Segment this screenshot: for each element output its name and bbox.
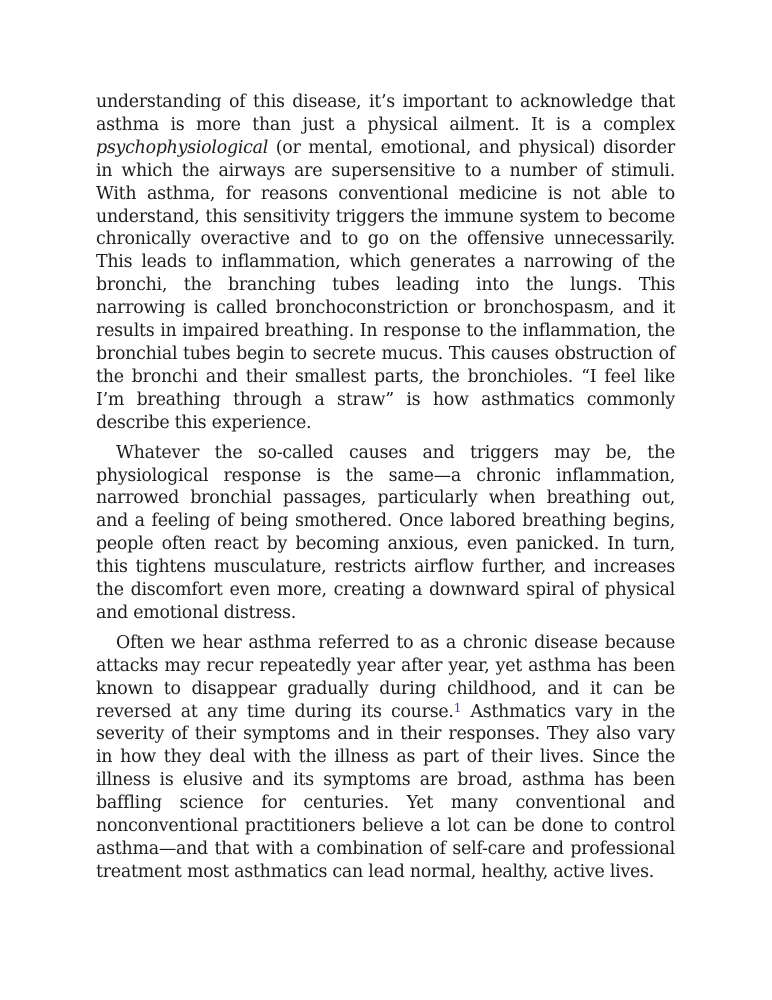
paragraph-1-italic-term: psychophysiological — [96, 137, 269, 158]
footnote-reference-1[interactable]: 1 — [453, 700, 462, 715]
paragraph-1-text-b: (or mental, emotional, and physical) disorder in which the airways are supersensitive to a number of stimuli. With asthma, for reasons conventional medicine is not able to understand, this sensitivity triggers the immune system to become chronically overactive and to go on the offensive unnecessarily. This leads to inflammation, which generates a narrowing of the bronchi, the branching tubes leading into the lungs. This narrowing is called bronchoconstriction or bronchospasm, and it results in impaired breathing. In response to the inflammation, the bronchial tubes begin to secrete mucus. This causes obstruction of the bronchi and their smallest parts, the bronchioles. “I feel like I’m breathing through a straw” is how asthmatics commonly describe this experience. — [96, 137, 675, 433]
paragraph-1-text-a: understanding of this disease, it’s important to acknowledge that asthma is more than just a physical ailment. It is a complex — [96, 92, 675, 135]
paragraph-2-text: Whatever the so-called causes and triggers may be, the physiological response is the same—a chronic inflammation, narrowed bronchial passages, particularly when breathing out, and a feeling of being smothered. Once labored breathing begins, people often react by becoming anxious, even panicked. In turn, this tightens musculature, restricts airflow further, and increases the discomfort even more, creating a downward spiral of physical and emotional distress. — [96, 442, 675, 623]
paragraph-2 — [96, 442, 675, 625]
document-page — [96, 91, 675, 884]
paragraph-1 — [96, 91, 675, 435]
paragraph-3 — [96, 632, 675, 884]
paragraph-3-text-a: Often we hear asthma referred to as a chronic disease because attacks may recur repeatedly year after year, yet asthma has been known to disappear gradually during childhood, and it can be reversed at any time during its course. — [96, 632, 675, 722]
paragraph-3-text-b: Asthmatics vary in the severity of their symptoms and in their responses. They also vary in how they deal with the illness as part of their lives. Since the illness is elusive and its symptoms are broad, asthma has been baffling science for centuries. Yet many conventional and nonconventional practitioners believe a lot can be done to control asthma—and that with a combination of self-care and professional treatment most asthmatics can lead normal, healthy, active lives. — [96, 701, 675, 882]
